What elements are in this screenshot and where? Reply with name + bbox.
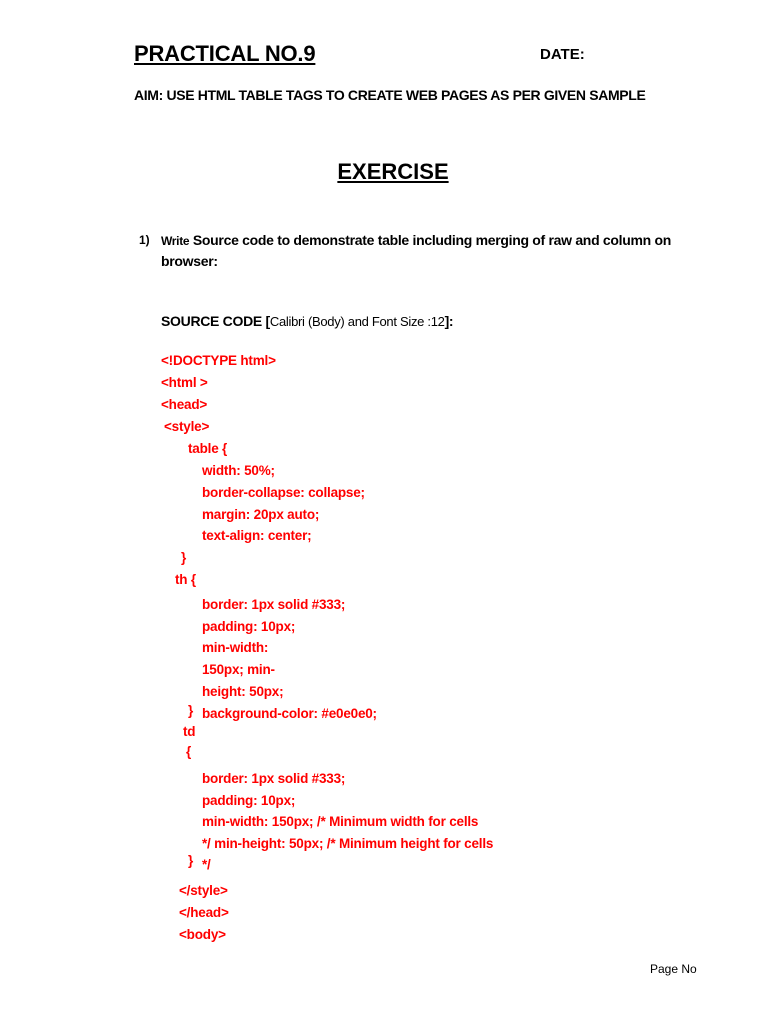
code-line: */ [202, 857, 211, 872]
code-line: td [183, 724, 196, 739]
code-line: margin: 20px auto; [202, 507, 320, 522]
code-line: <!DOCTYPE html> [161, 353, 276, 368]
source-code-font-note: Calibri (Body) and Font Size :12 [269, 314, 445, 329]
date-label: DATE: [540, 46, 585, 63]
code-line: </head> [179, 905, 229, 920]
practical-title: PRACTICAL NO.9 [134, 41, 316, 66]
code-line: height: 50px; [202, 684, 284, 699]
code-line: <head> [161, 397, 208, 412]
question-text [161, 230, 681, 271]
code-line: width: 50%; [202, 463, 275, 478]
source-code-label: SOURCE CODE [161, 313, 262, 329]
code-line: border: 1px solid #333; [202, 597, 346, 612]
question-lead-word: Write [161, 234, 190, 248]
code-line: } [181, 550, 187, 565]
aim-statement: AIM: USE HTML TABLE TAGS TO CREATE WEB PAGES AS PER GIVEN SAMPLE [134, 87, 646, 103]
code-line: } [188, 703, 194, 718]
code-line: } [188, 853, 194, 868]
source-code-heading [161, 313, 453, 329]
code-line: min-width: 150px; /* Minimum width for cells [202, 814, 479, 829]
question-body: Source code to demonstrate table including merging of raw and column on browser: [161, 232, 671, 269]
code-line: padding: 10px; [202, 793, 296, 808]
code-line: </style> [179, 883, 228, 898]
exercise-heading: EXERCISE [337, 159, 449, 184]
code-line: min-width: [202, 640, 269, 655]
code-line: 150px; min- [202, 662, 275, 677]
source-code-open-bracket: [ [265, 313, 270, 329]
code-line: padding: 10px; [202, 619, 296, 634]
code-line: border: 1px solid #333; [202, 771, 346, 786]
question-number: 1) [139, 233, 150, 247]
source-code-close-bracket: ]: [444, 313, 454, 329]
code-line: text-align: center; [202, 528, 312, 543]
code-line: background-color: #e0e0e0; [202, 706, 377, 721]
code-line: border-collapse: collapse; [202, 485, 365, 500]
code-line: { [186, 744, 192, 759]
code-line: */ min-height: 50px; /* Minimum height for cells [202, 836, 494, 851]
code-line: table { [188, 441, 228, 456]
code-line: <style> [164, 419, 210, 434]
page-number-label: Page No [650, 962, 697, 976]
code-line: <html > [161, 375, 208, 390]
code-line: th { [175, 572, 196, 587]
code-line: <body> [179, 927, 226, 942]
